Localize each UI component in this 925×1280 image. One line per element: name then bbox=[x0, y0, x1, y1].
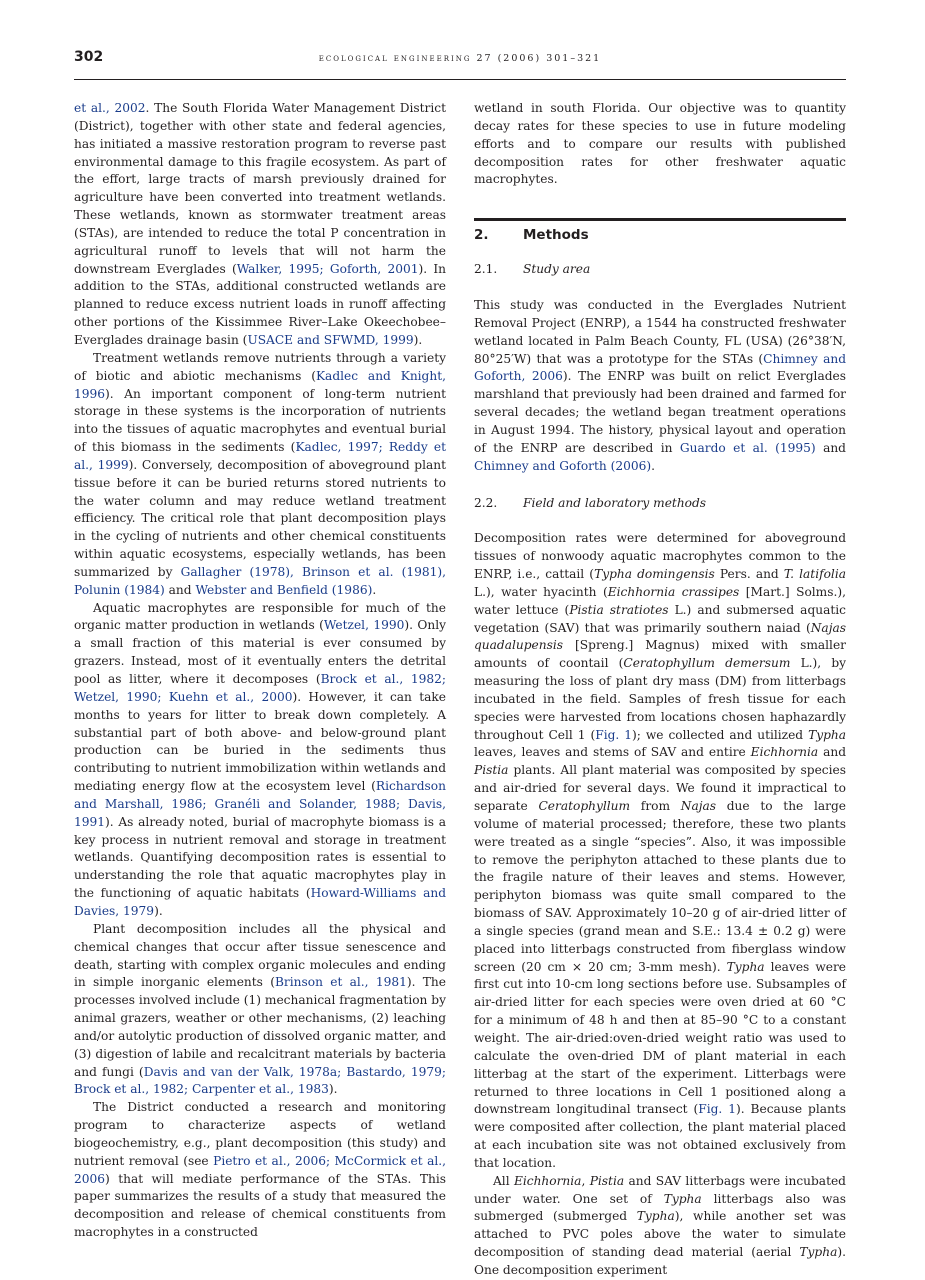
header-rule bbox=[74, 79, 846, 80]
species-name: Eichhornia bbox=[513, 1173, 582, 1188]
species-name: Typha bbox=[808, 727, 846, 742]
species-name: Typha bbox=[636, 1209, 675, 1224]
citation-link[interactable]: USACE and SFWMD, 1999 bbox=[247, 332, 414, 347]
species-name: Najas quadalupensis bbox=[474, 620, 846, 653]
citation-link[interactable]: Webster and Benfield (1986) bbox=[195, 582, 373, 597]
species-name: Pistia bbox=[589, 1173, 625, 1188]
species-name: Najas bbox=[680, 799, 717, 813]
paragraph: The District conducted a research and monitoring program to characterize aspects of wetland biogeochemistry, e.g., plant decomposition (this study) and nutrient removal (see Pietro et al., 2006; McCormick et al., 2006) that will mediate performance of the STAs. This paper summarizes the results of a study that measured the decomposition and release of chemical constituents from macrophytes in a constructed bbox=[74, 1100, 446, 1240]
citation-link[interactable]: Fig. 1 bbox=[595, 727, 633, 742]
paragraph: wetland in south Florida. Our objective was to quantity decay rates for these species to use in future modeling efforts and to compare our results with published decomposition rates for other freshwater aquatic macrophytes. bbox=[474, 101, 846, 187]
paragraph: All Eichhornia, Pistia and SAV litterbags were incubated under water. One set of Typha litterbags also was submerged (submerged Typha), while another set was attached to PVC poles above the water to simulate decomposition of standing dead material (aerial Typha). One decomposition experiment bbox=[474, 1173, 846, 1277]
citation-link[interactable]: Pietro et al., 2006; McCormick et al., 2006 bbox=[74, 1153, 446, 1186]
citation-link[interactable]: Richardson and Marshall, 1986; Granéli and Solander, 1988; Davis, 1991 bbox=[74, 779, 446, 829]
citation-link[interactable]: Howard-Williams and Davies, 1979 bbox=[74, 886, 446, 918]
citation-link[interactable]: Kadlec, 1997; Reddy et al., 1999 bbox=[74, 440, 446, 472]
paragraph: Treatment wetlands remove nutrients through a variety of biotic and abiotic mechanisms (Kadlec and Knight, 1996). An important component of long-term nutrient storage in these systems is the incorporation of nutrients into the tissues of aquatic macrophytes and eventual burial of this biomass in the sediments (Kadlec, 1997; Reddy et al., 1999). Conversely, decomposition of aboveground plant tissue before it can be buried returns stored nutrients to the water column and may reduce wetland treatment efficiency. The critical role that plant decomposition plays in the cycling of nutrients and other chemical constituents within aquatic ecosystems, especially wetlands, has been summarized by Gallagher (1978), Brinson et al. (1981), Polunin (1984) and Webster and Benfield (1986). bbox=[74, 350, 447, 597]
citation-link[interactable]: Gallagher (1978), Brinson et al. (1981), Polunin (1984) bbox=[74, 564, 447, 597]
species-name: Typha domingensis bbox=[594, 567, 715, 582]
species-name: Ceratophyllum bbox=[538, 799, 631, 813]
citation-link[interactable]: et al., 2002 bbox=[74, 101, 146, 115]
subsection-title: Study area bbox=[523, 262, 591, 277]
species-name: Typha bbox=[726, 959, 765, 974]
subsection-number: 2.1. bbox=[474, 262, 498, 277]
page-number: 302 bbox=[74, 49, 104, 65]
section-heading bbox=[474, 227, 846, 251]
species-name: Pistia stratiotes bbox=[569, 602, 669, 617]
citation-link[interactable]: Fig. 1 bbox=[698, 1102, 736, 1117]
citation-link[interactable]: Walker, 1995; Goforth, 2001 bbox=[236, 261, 419, 276]
species-name: Ceratophyllum demersum bbox=[623, 656, 791, 671]
subsection-heading bbox=[474, 495, 846, 513]
running-header: ecological engineering 27 (2006) 301–321 bbox=[318, 53, 602, 64]
subsection-title: Field and laboratory methods bbox=[523, 495, 707, 510]
species-name: Typha bbox=[799, 1245, 838, 1260]
species-name: T. latifolia bbox=[783, 567, 846, 582]
section-rule bbox=[474, 218, 846, 221]
paragraph: Decomposition rates were determined for aboveground tissues of nonwoody aquatic macrophytes common to the ENRP, i.e., cattail (Typha domingensis Pers. and T. latifolia L.), water hyacinth (Eichhornia crassipes [Mart.] Solms.), water lettuce (Pistia stratiotes L.) and submersed aquatic vegetation (SAV) that was primarily southern naiad (Najas quadalupensis [Spreng.] Magnus) mixed with smaller amounts of coontail (Ceratophyllum demersum L.), by measuring the loss of plant dry mass (DM) from litterbags incubated in the field. Samples of fresh tissue for each species were harvested from locations chosen haphazardly throughout Cell 1 (Fig. 1); we collected and utilized Typha leaves, leaves and stems of SAV and entire Eichhornia and Pistia plants. All plant material was composited by species and air-dried for several days. We found it impractical to separate Ceratophyllum from Najas due to the large volume of material processed; therefore, these two plants were treated as a single “species”. Also, it was impossible to remove the periphyton attached to these plants due to the fragile nature of their leaves and stems. However, periphyton biomass was quite small compared to the biomass of SAV. Approximately 10–20 g of air-dried litter of a single species (grand mean and S.E.: 13.4 ± 0.2 g) were placed into litterbags constructed from fiberglass window screen (20 cm × 20 cm; 3-mm mesh). Typha leaves were first cut into 10-cm long sections before use. Subsamples of air-dried litter for each species were oven dried at 60 °C for a minimum of 48 h and then at 85–90 °C to a constant weight. The air-dried:oven-dried weight ratio was used to calculate the oven-dried DM of plant material in each litterbag at the start of the experiment. Litterbags were returned to three locations in Cell 1 positioned along a downstream longitudinal transect (Fig. 1). Because plants were composited after collection, the plant material placed at each incubation site was not obtained exclusively from that location. bbox=[474, 531, 847, 1170]
citation-link[interactable]: Davis and van der Valk, 1978a; Bastardo, 1979; Brock et al., 1982; Carpenter et al., 1983 bbox=[74, 1064, 446, 1097]
right-column bbox=[474, 100, 846, 1280]
citation-link[interactable]: Kadlec and Knight, 1996 bbox=[74, 368, 446, 401]
citation-link[interactable]: Brock et al., 1982; Wetzel, 1990; Kuehn et al., 2000 bbox=[74, 672, 446, 704]
citation-link[interactable]: Brinson et al., 1981 bbox=[274, 975, 407, 990]
paragraph: Plant decomposition includes all the physical and chemical changes that occur after tissue senescence and death, starting with complex organic molecules and ending in simple inorganic elements (Brinson et al., 1981). The processes involved include (1) mechanical fragmentation by animal grazers, weather or other mechanisms, (2) leaching and/or autolytic production of dissolved organic matter, and (3) digestion of labile and recalcitrant materials by bacteria and fungi (Davis and van der Valk, 1978a; Bastardo, 1979; Brock et al., 1982; Carpenter et al., 1983). bbox=[74, 921, 446, 1097]
page-header bbox=[74, 48, 846, 80]
species-name: Typha bbox=[663, 1191, 702, 1206]
species-name: Eichhornia crassipes bbox=[607, 584, 740, 599]
subsection-number: 2.2. bbox=[474, 495, 498, 510]
citation-link[interactable]: Guardo et al. (1995) bbox=[679, 440, 816, 455]
paragraph: Aquatic macrophytes are responsible for much of the organic matter production in wetlands (Wetzel, 1990). Only a small fraction of this material is ever consumed by grazers. Instead, most of it eventually enters the detrital pool as litter, where it decomposes (Brock et al., 1982; Wetzel, 1990; Kuehn et al., 2000). However, it can take months to years for litter to break down completely. A substantial part of both above- and below-ground plant production can be buried in the sediments thus contributing to nutrient immobilization within wetlands and mediating energy flow at the ecosystem level (Richardson and Marshall, 1986; Granéli and Solander, 1988; Davis, 1991). As already noted, burial of macrophyte biomass is a key process in nutrient removal and storage in treatment wetlands. Quantifying decomposition rates is essential to understanding the role that aquatic macrophytes play in the functioning of aquatic habitats (Howard-Williams and Davies, 1979). bbox=[74, 600, 446, 918]
species-name: Eichhornia bbox=[750, 745, 819, 760]
section-title: Methods bbox=[523, 227, 589, 244]
left-column bbox=[74, 100, 446, 1242]
paragraph: et al., 2002. The South Florida Water Management District (District), together with other state and federal agencies, has initiated a massive restoration program to reverse past environmental damage to this fragile ecosystem. As part of the effort, large tracts of marsh previously drained for agriculture have been converted into treatment wetlands. These wetlands, known as stormwater treatment areas (STAs), are intended to reduce the total P concentration in agricultural runoff to levels that will not harm the downstream Everglades (Walker, 1995; Goforth, 2001). In addition to the STAs, additional constructed wetlands are planned to reduce excess nutrient loads in runoff affecting other portions of the Kissimmee River–Lake Okeechobee–Everglades drainage basin (USACE and SFWMD, 1999). bbox=[74, 101, 447, 347]
species-name: Pistia bbox=[474, 763, 509, 778]
citation-link[interactable]: Wetzel, 1990 bbox=[323, 618, 405, 633]
subsection-heading bbox=[474, 261, 846, 279]
citation-link[interactable]: Chimney and Goforth (2006) bbox=[474, 458, 652, 473]
citation-link[interactable]: Chimney and Goforth, 2006 bbox=[474, 351, 846, 384]
section-number: 2. bbox=[474, 227, 489, 244]
paragraph: This study was conducted in the Everglades Nutrient Removal Project (ENRP), a 1544 ha constructed freshwater wetland located in Palm Beach County, FL (USA) (26°38′N, 80°25′W) that was a prototype for the STAs (Chimney and Goforth, 2006). The ENRP was built on relict Everglades marshland that previously had been drained and farmed for several decades; the wetland began treatment operations in August 1994. The history, physical layout and operation of the ENRP are described in Guardo et al. (1995) and Chimney and Goforth (2006). bbox=[474, 298, 846, 473]
